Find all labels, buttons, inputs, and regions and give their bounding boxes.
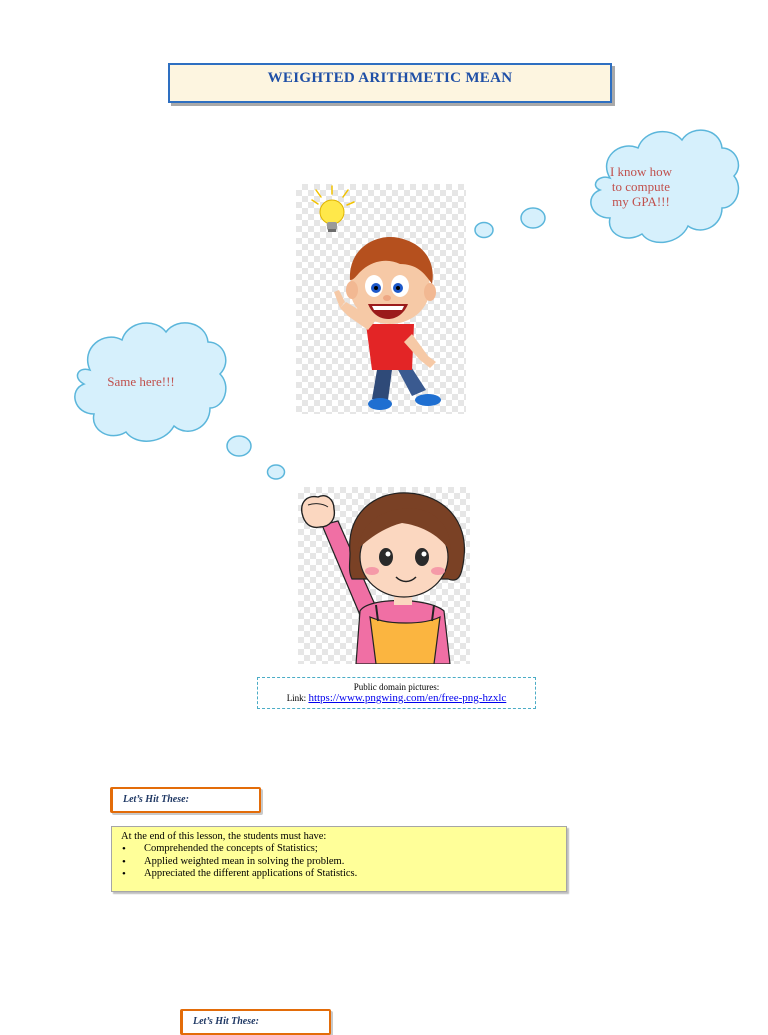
credits-caption: Public domain pictures: — [353, 682, 440, 692]
section-tab-label: Let’s Hit These: — [123, 794, 189, 805]
page-title: WEIGHTED ARITHMETIC MEAN — [267, 70, 513, 86]
list-item: • Comprehended the concepts of Statistics; — [112, 843, 566, 856]
thought-bubble-medium — [475, 223, 493, 238]
list-item: • Appreciated the different applications of Statistics. — [112, 868, 566, 881]
girl-illustration — [298, 487, 470, 664]
section-tab-lets-hit-these — [110, 787, 261, 813]
cloud-right-text — [586, 164, 696, 209]
credits-link[interactable]: https://www.pngwing.com/en/free-png-hzxlc — [308, 692, 507, 704]
cloud-right-line: my GPA!!! — [612, 194, 670, 209]
title-box — [168, 63, 612, 103]
cloud-right-line: to compute — [611, 179, 671, 194]
boy-illustration — [296, 184, 466, 414]
thought-cloud-left — [60, 312, 320, 502]
objectives-box — [111, 826, 567, 892]
link-label: Link: — [286, 693, 307, 703]
cloud-right-line: I know how — [609, 164, 673, 179]
section-tab-lets-hit-these-2 — [180, 1009, 331, 1035]
thought-bubble-medium — [268, 465, 285, 479]
objectives-list — [112, 843, 566, 881]
cloud-left-text: Same here!!! — [107, 374, 175, 389]
objectives-intro: At the end of this lesson, the students must have: — [121, 831, 327, 842]
lightbulb-icon — [320, 200, 344, 232]
picture-credits-box — [257, 677, 536, 709]
thought-bubble-large — [227, 436, 251, 456]
thought-bubble-large — [521, 208, 545, 228]
list-item: • Applied weighted mean in solving the problem. — [112, 856, 566, 869]
section-tab-label: Let’s Hit These: — [193, 1016, 259, 1027]
